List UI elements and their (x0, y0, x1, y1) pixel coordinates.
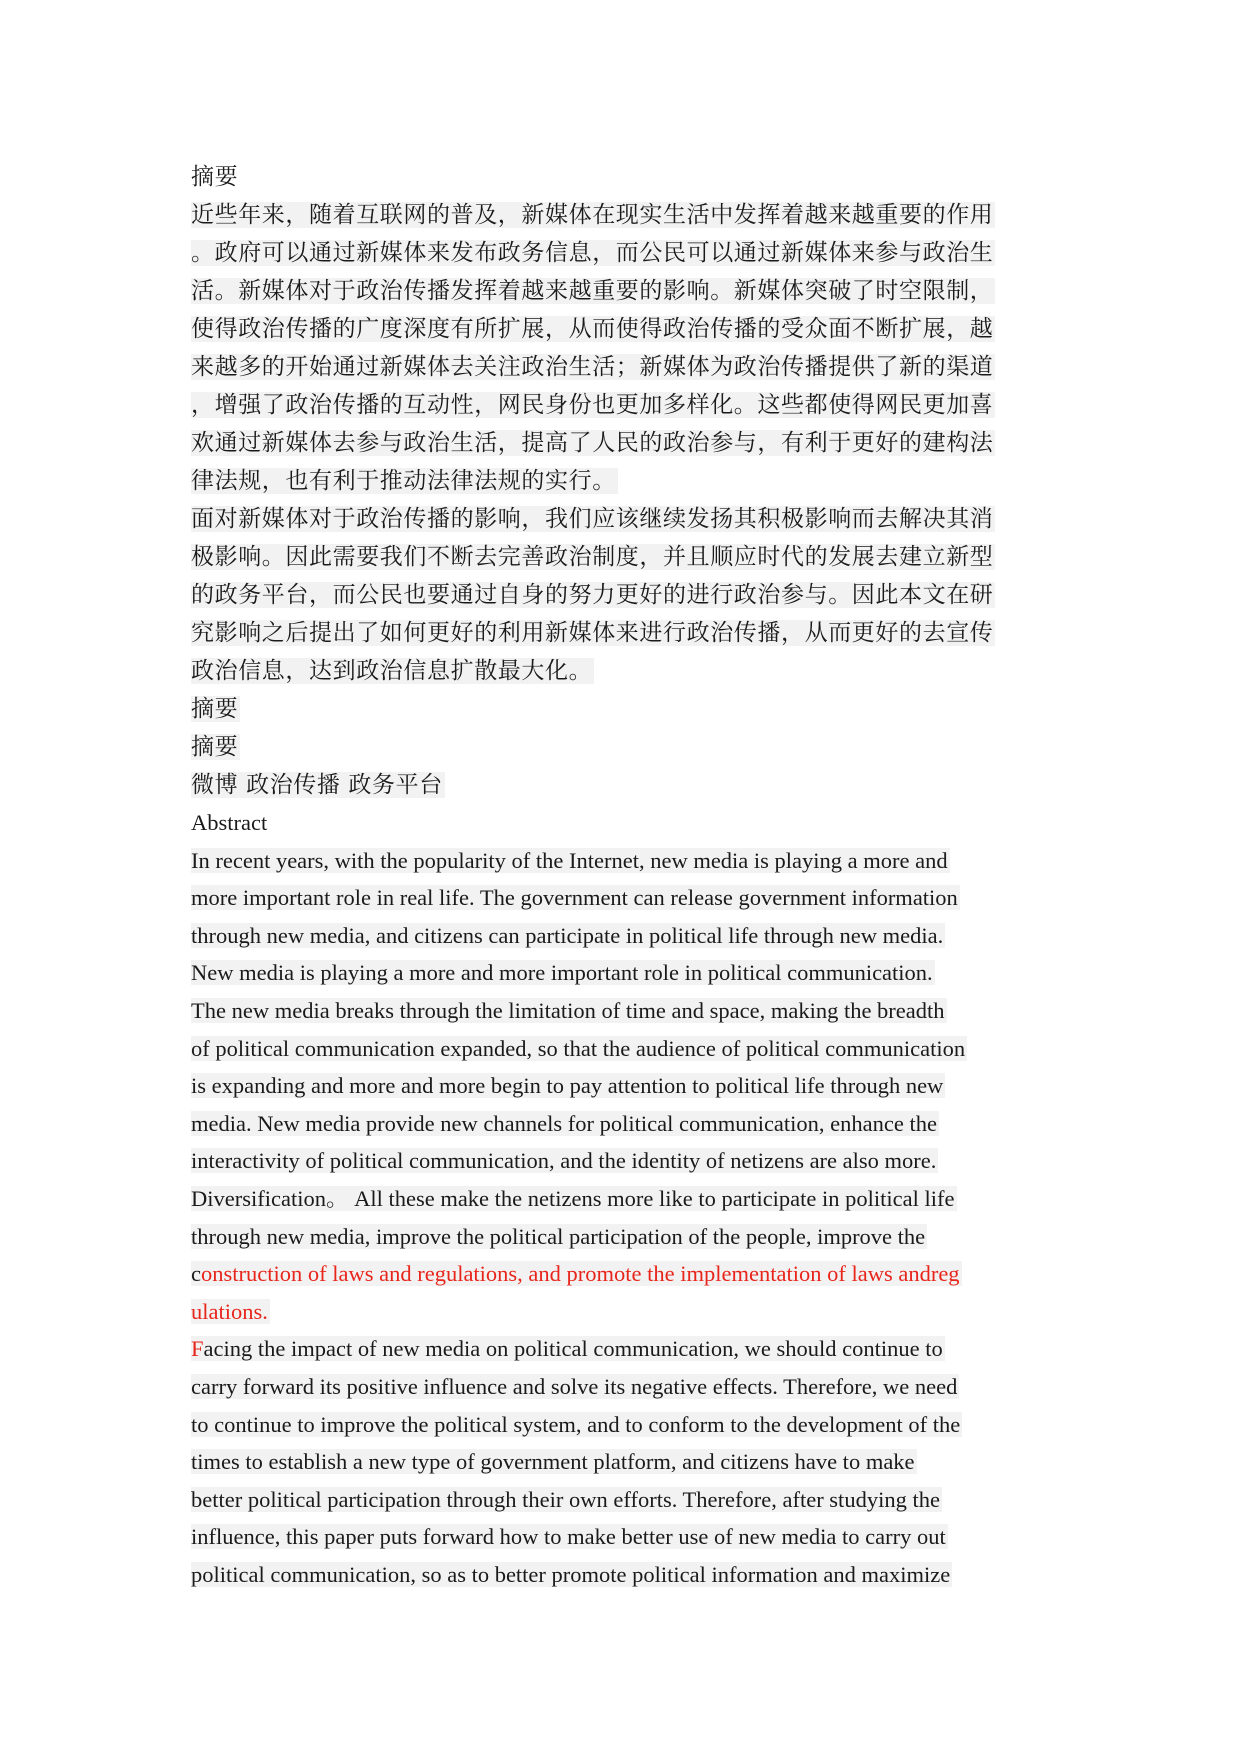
repeat-heading (191, 690, 1063, 728)
paragraph-line (191, 954, 1063, 992)
abstract-cn-heading (191, 158, 1063, 196)
repeat-heading-text: 摘要 (191, 734, 239, 760)
paragraph-line (191, 1142, 1063, 1180)
line-text-red (191, 1261, 962, 1286)
keywords-cn-text: 微博 政治传播 政务平台 (191, 772, 443, 798)
line-text: 使得政治传播的广度深度有所扩展，从而使得政治传播的受众面不断扩展，越 (191, 316, 994, 342)
line-text: In recent years, with the popularity of the Internet, new media is playing a more and (191, 847, 948, 873)
paragraph-line (191, 1067, 1063, 1105)
line-text: of political communication expanded, so that the audience of political communication (191, 1035, 966, 1061)
repeat-heading (191, 728, 1063, 766)
line-text: influence, this paper puts forward how to make better use of new media to carry out (191, 1524, 946, 1550)
line-text: 律法规，也有利于推动法律法规的实行。 (191, 468, 616, 494)
paragraph-line (191, 842, 1063, 880)
paragraph-2-first-letter: F (191, 1336, 204, 1362)
paragraph-line (191, 1556, 1063, 1594)
line-text: 政治信息，达到政治信息扩散最大化。 (191, 658, 593, 684)
paragraph-line (191, 1443, 1063, 1481)
line-text: New media is playing a more and more important role in political communication. (191, 960, 933, 986)
line-red-rest: onstruction of laws and regulations, and promote the implementation of laws andreg (201, 1261, 960, 1287)
line-text: 欢通过新媒体去参与政治生活，提高了人民的政治参与，有利于更好的建构法 (191, 430, 994, 456)
paragraph-line (191, 234, 1063, 272)
line-text: 近些年来，随着互联网的普及，新媒体在现实生活中发挥着越来越重要的作用 (191, 202, 994, 228)
line-text: 面对新媒体对于政治传播的影响，我们应该继续发扬其积极影响而去解决其消 (191, 506, 994, 532)
line-text: 极影响。因此需要我们不断去完善政治制度，并且顺应时代的发展去建立新型 (191, 544, 994, 570)
line-text: media. New media provide new channels for political communication, enhance the (191, 1110, 937, 1136)
paragraph-line (191, 424, 1063, 462)
line-text (191, 1336, 945, 1361)
keywords-cn (191, 766, 1063, 804)
line-text: times to establish a new type of government platform, and citizens have to make (191, 1449, 915, 1475)
line-text: carry forward its positive influence and solve its negative effects. Therefore, we need (191, 1373, 958, 1399)
paragraph-line (191, 1518, 1063, 1556)
paragraph-line (191, 348, 1063, 386)
paragraph-line (191, 1218, 1063, 1256)
line-red-prefix: c (191, 1261, 201, 1287)
line-text: to continue to improve the political system, and to conform to the development of the (191, 1411, 961, 1437)
paragraph-line (191, 310, 1063, 348)
document-body (191, 158, 1063, 1593)
line-text: 的政务平台，而公民也要通过自身的努力更好的进行政治参与。因此本文在研 (191, 582, 994, 608)
line-text: 。政府可以通过新媒体来发布政务信息，而公民可以通过新媒体来参与政治生 (191, 240, 994, 266)
paragraph-line (191, 1368, 1063, 1406)
line-text: Diversification。 All these make the netizens more like to participate in political life (191, 1185, 955, 1211)
abstract-en-paragraph-2 (191, 1330, 1063, 1593)
line-text: interactivity of political communication, and the identity of netizens are also more. (191, 1148, 937, 1174)
abstract-en-heading (191, 804, 1063, 842)
paragraph-line (191, 917, 1063, 955)
paragraph-line (191, 500, 1063, 538)
paragraph-line (191, 576, 1063, 614)
abstract-cn-paragraph-2 (191, 500, 1063, 690)
paragraph-line (191, 1105, 1063, 1143)
paragraph-line (191, 196, 1063, 234)
paragraph-2-first-line-rest: acing the impact of new media on political communication, we should continue to (203, 1336, 943, 1362)
paragraph-line (191, 614, 1063, 652)
line-text: through new media, and citizens can participate in political life through new media. (191, 922, 944, 948)
paragraph-line (191, 879, 1063, 917)
repeat-heading-text: 摘要 (191, 696, 239, 722)
line-text: ，增强了政治传播的互动性，网民身份也更加多样化。这些都使得网民更加喜 (191, 392, 994, 418)
paragraph-line (191, 652, 1063, 690)
line-red-continuation: ulations. (191, 1298, 268, 1324)
paragraph-line (191, 386, 1063, 424)
paragraph-line (191, 1330, 1063, 1368)
line-text: 活。新媒体对于政治传播发挥着越来越重要的影响。新媒体突破了时空限制， (191, 278, 994, 304)
paragraph-line-red (191, 1293, 1063, 1331)
paragraph-line-red (191, 1255, 1063, 1293)
line-text: better political participation through their own efforts. Therefore, after studying the (191, 1486, 940, 1512)
abstract-en-heading-text: Abstract (191, 810, 268, 835)
line-text: is expanding and more and more begin to pay attention to political life through new (191, 1073, 944, 1099)
abstract-en-paragraph-1 (191, 842, 1063, 1331)
line-text: 究影响之后提出了如何更好的利用新媒体来进行政治传播，从而更好的去宣传 (191, 620, 994, 646)
line-text: through new media, improve the political participation of the people, improve the (191, 1223, 926, 1249)
paragraph-line (191, 1030, 1063, 1068)
line-text: more important role in real life. The government can release government information (191, 885, 958, 911)
paragraph-line (191, 992, 1063, 1030)
line-text: political communication, so as to better promote political information and maximize (191, 1561, 951, 1587)
paragraph-line (191, 272, 1063, 310)
abstract-cn-heading-text: 摘要 (191, 164, 239, 190)
paragraph-line (191, 1406, 1063, 1444)
line-text: The new media breaks through the limitation of time and space, making the breadth (191, 997, 945, 1023)
paragraph-line (191, 462, 1063, 500)
abstract-cn-paragraph-1 (191, 196, 1063, 500)
paragraph-line (191, 1481, 1063, 1519)
paragraph-line (191, 538, 1063, 576)
line-text: 来越多的开始通过新媒体去关注政治生活；新媒体为政治传播提供了新的渠道 (191, 354, 994, 380)
paragraph-line (191, 1180, 1063, 1218)
